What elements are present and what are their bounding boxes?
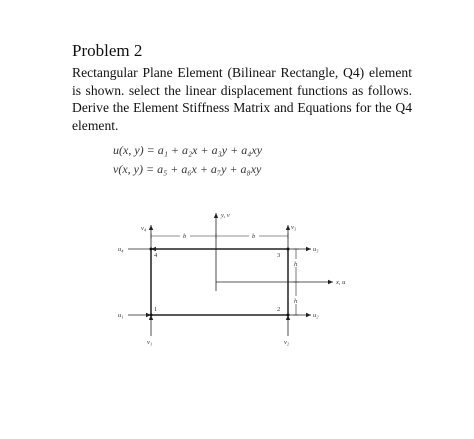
v-displacement-equation: v(x, y) = a₅ + a₆x + a₇y + a₈xy — [113, 162, 262, 176]
node-2 — [287, 314, 290, 317]
node-1 — [150, 314, 153, 317]
v3-label: v₃ — [291, 224, 297, 231]
node-number-4: 4 — [154, 252, 158, 259]
node-number-2: 2 — [277, 306, 281, 313]
dimension-b-left: b — [183, 233, 187, 240]
u1-label: u₁ — [118, 312, 124, 319]
u3-label: u₃ — [313, 246, 319, 253]
node-number-1: 1 — [154, 306, 158, 313]
node-4 — [150, 248, 153, 251]
x-axis-label: x, u — [336, 279, 346, 286]
problem-title: Problem 2 — [72, 41, 143, 60]
u4-label: u₄ — [118, 246, 124, 253]
u2-label: u₂ — [313, 312, 319, 319]
problem-statement: Rectangular Plane Element (Bilinear Rectangle, Q4) element is shown. select the linear displacement functions as follows. Derive the Element Stiffness Matrix and Equations for the Q4 element. — [72, 65, 412, 133]
u-displacement-equation: u(x, y) = a₁ + a₂x + a₃y + a₄xy — [113, 143, 263, 157]
node-3 — [287, 248, 290, 251]
v4-label: v₄ — [141, 225, 147, 232]
dimension-b-right: b — [252, 233, 256, 240]
node-number-3: 3 — [277, 252, 281, 259]
v2-label: v₂ — [284, 339, 290, 346]
y-axis-label: y, v — [221, 212, 230, 219]
dimension-h-lower: h — [294, 298, 298, 305]
dimension-h-upper: h — [294, 261, 298, 268]
v1-label: v₁ — [147, 339, 153, 346]
